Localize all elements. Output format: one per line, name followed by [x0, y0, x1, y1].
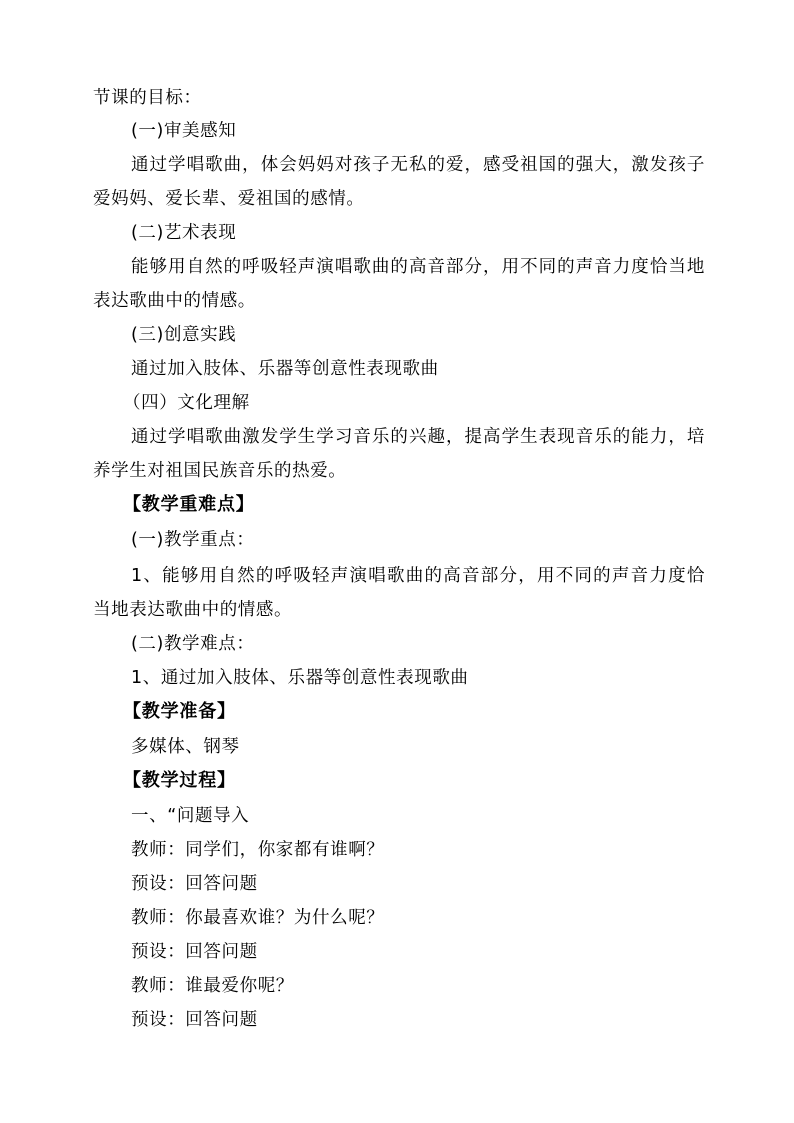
section-creative-practice: (三)创意实践 [131, 325, 237, 345]
dialogue-teacher-1: 教师：同学们，你家都有谁啊？ [131, 840, 385, 860]
paragraph-creative: 通过加入肢体、乐器等创意性表现歌曲 [131, 359, 439, 379]
paragraph-cultural-line1: 通过学唱歌曲激发学生学习音乐的兴趣，提高学生表现音乐的能力，培 [131, 427, 705, 447]
paragraph-focus-line1: 1、能够用自然的呼吸轻声演唱歌曲的高音部分，用不同的声音力度恰 [131, 566, 705, 586]
paragraph-cultural-line2: 养学生对祖国民族音乐的热爱。 [93, 461, 347, 481]
section-cultural-understanding: （四）文化理解 [123, 393, 250, 413]
section-question-intro: 一、“问题导入 [131, 806, 250, 826]
paragraph-preparation: 多媒体、钢琴 [131, 737, 240, 757]
heading-teaching-process: 【教学过程】 [123, 770, 236, 791]
dialogue-expected-1: 预设：回答问题 [131, 874, 258, 894]
section-aesthetic-perception: (一)审美感知 [131, 121, 237, 141]
paragraph-aesthetic-line1: 通过学唱歌曲，体会妈妈对孩子无私的爱，感受祖国的强大，激发孩子 [131, 155, 705, 175]
paragraph-artistic-line1: 能够用自然的呼吸轻声演唱歌曲的高音部分，用不同的声音力度恰当地 [131, 257, 705, 277]
paragraph-artistic-line2: 表达歌曲中的情感。 [93, 291, 256, 311]
paragraph-difficulty: 1、通过加入肢体、乐器等创意性表现歌曲 [131, 668, 469, 688]
section-teaching-difficulty: (二)教学难点： [131, 634, 255, 654]
section-artistic-expression: (二)艺术表现 [131, 223, 237, 243]
dialogue-expected-2: 预设：回答问题 [131, 942, 258, 962]
heading-teaching-preparation: 【教学准备】 [123, 701, 236, 722]
paragraph-aesthetic-line2: 爱妈妈、爱长辈、爱祖国的感情。 [93, 189, 365, 209]
dialogue-teacher-3: 教师：谁最爱你呢？ [131, 976, 294, 996]
dialogue-expected-3: 预设：回答问题 [131, 1010, 258, 1030]
heading-key-difficult-points: 【教学重难点】 [123, 494, 255, 515]
section-teaching-focus: (一)教学重点： [131, 530, 255, 550]
paragraph-focus-line2: 当地表达歌曲中的情感。 [93, 600, 293, 620]
dialogue-teacher-2: 教师：你最喜欢谁？为什么呢？ [131, 908, 385, 928]
paragraph-intro: 节课的目标： [93, 88, 202, 108]
